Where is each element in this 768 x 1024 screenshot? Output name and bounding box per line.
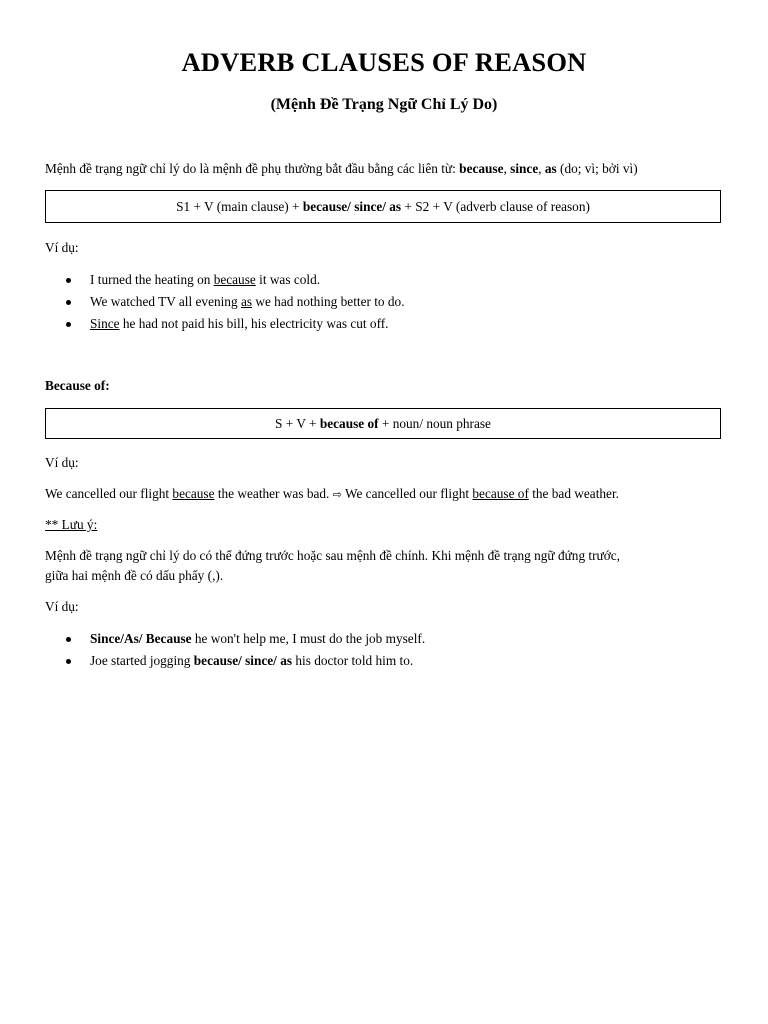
formula-box-because-of: S + V + because of + noun/ noun phrase — [45, 408, 721, 439]
example-label: Ví dụ: — [45, 599, 79, 614]
list-item: We watched TV all evening as we had nothing better to do. — [45, 294, 405, 316]
page-subtitle: (Mệnh Đề Trạng Ngữ Chỉ Lý Do) — [270, 96, 498, 113]
formula-box-reason: S1 + V (main clause) + because/ since/ as + S2 + V (adverb clause of reason) — [45, 190, 721, 223]
note-paragraph-line-1: Mệnh đề trạng ngữ chỉ lý do có thể đứng trước hoặc sau mệnh đề chính. Khi mệnh đề trạng ngữ đứng trước, — [45, 548, 621, 563]
list-item: Since he had not paid his bill, his electricity was cut off. — [45, 316, 405, 338]
arrow-right-icon: ⇨ — [332, 488, 342, 501]
page-title: ADVERB CLAUSES OF REASON — [181, 47, 587, 77]
note-heading: ** Lưu ý: — [45, 517, 98, 532]
intro-paragraph: Mệnh đề trạng ngữ chỉ lý do là mệnh đề phụ thường bắt đầu bằng các liên từ: because, since, as (do; vì; bởi vì) — [45, 161, 638, 176]
list-item: I turned the heating on because it was cold. — [45, 272, 405, 294]
list-item: Since/As/ Because he won't help me, I must do the job myself. — [45, 631, 425, 653]
example-list-reason — [45, 272, 405, 338]
section-heading-because-of: Because of: — [45, 378, 110, 393]
example-list-position — [45, 631, 425, 675]
example-because-of: We cancelled our flight because the weather was bad. ⇨ We cancelled our flight because of the bad weather. — [45, 486, 619, 501]
example-label: Ví dụ: — [45, 240, 79, 255]
example-label: Ví dụ: — [45, 455, 79, 470]
list-item: Joe started jogging because/ since/ as his doctor told him to. — [45, 653, 425, 675]
note-paragraph-line-2: giữa hai mệnh đề có dấu phẩy (,). — [45, 568, 224, 583]
